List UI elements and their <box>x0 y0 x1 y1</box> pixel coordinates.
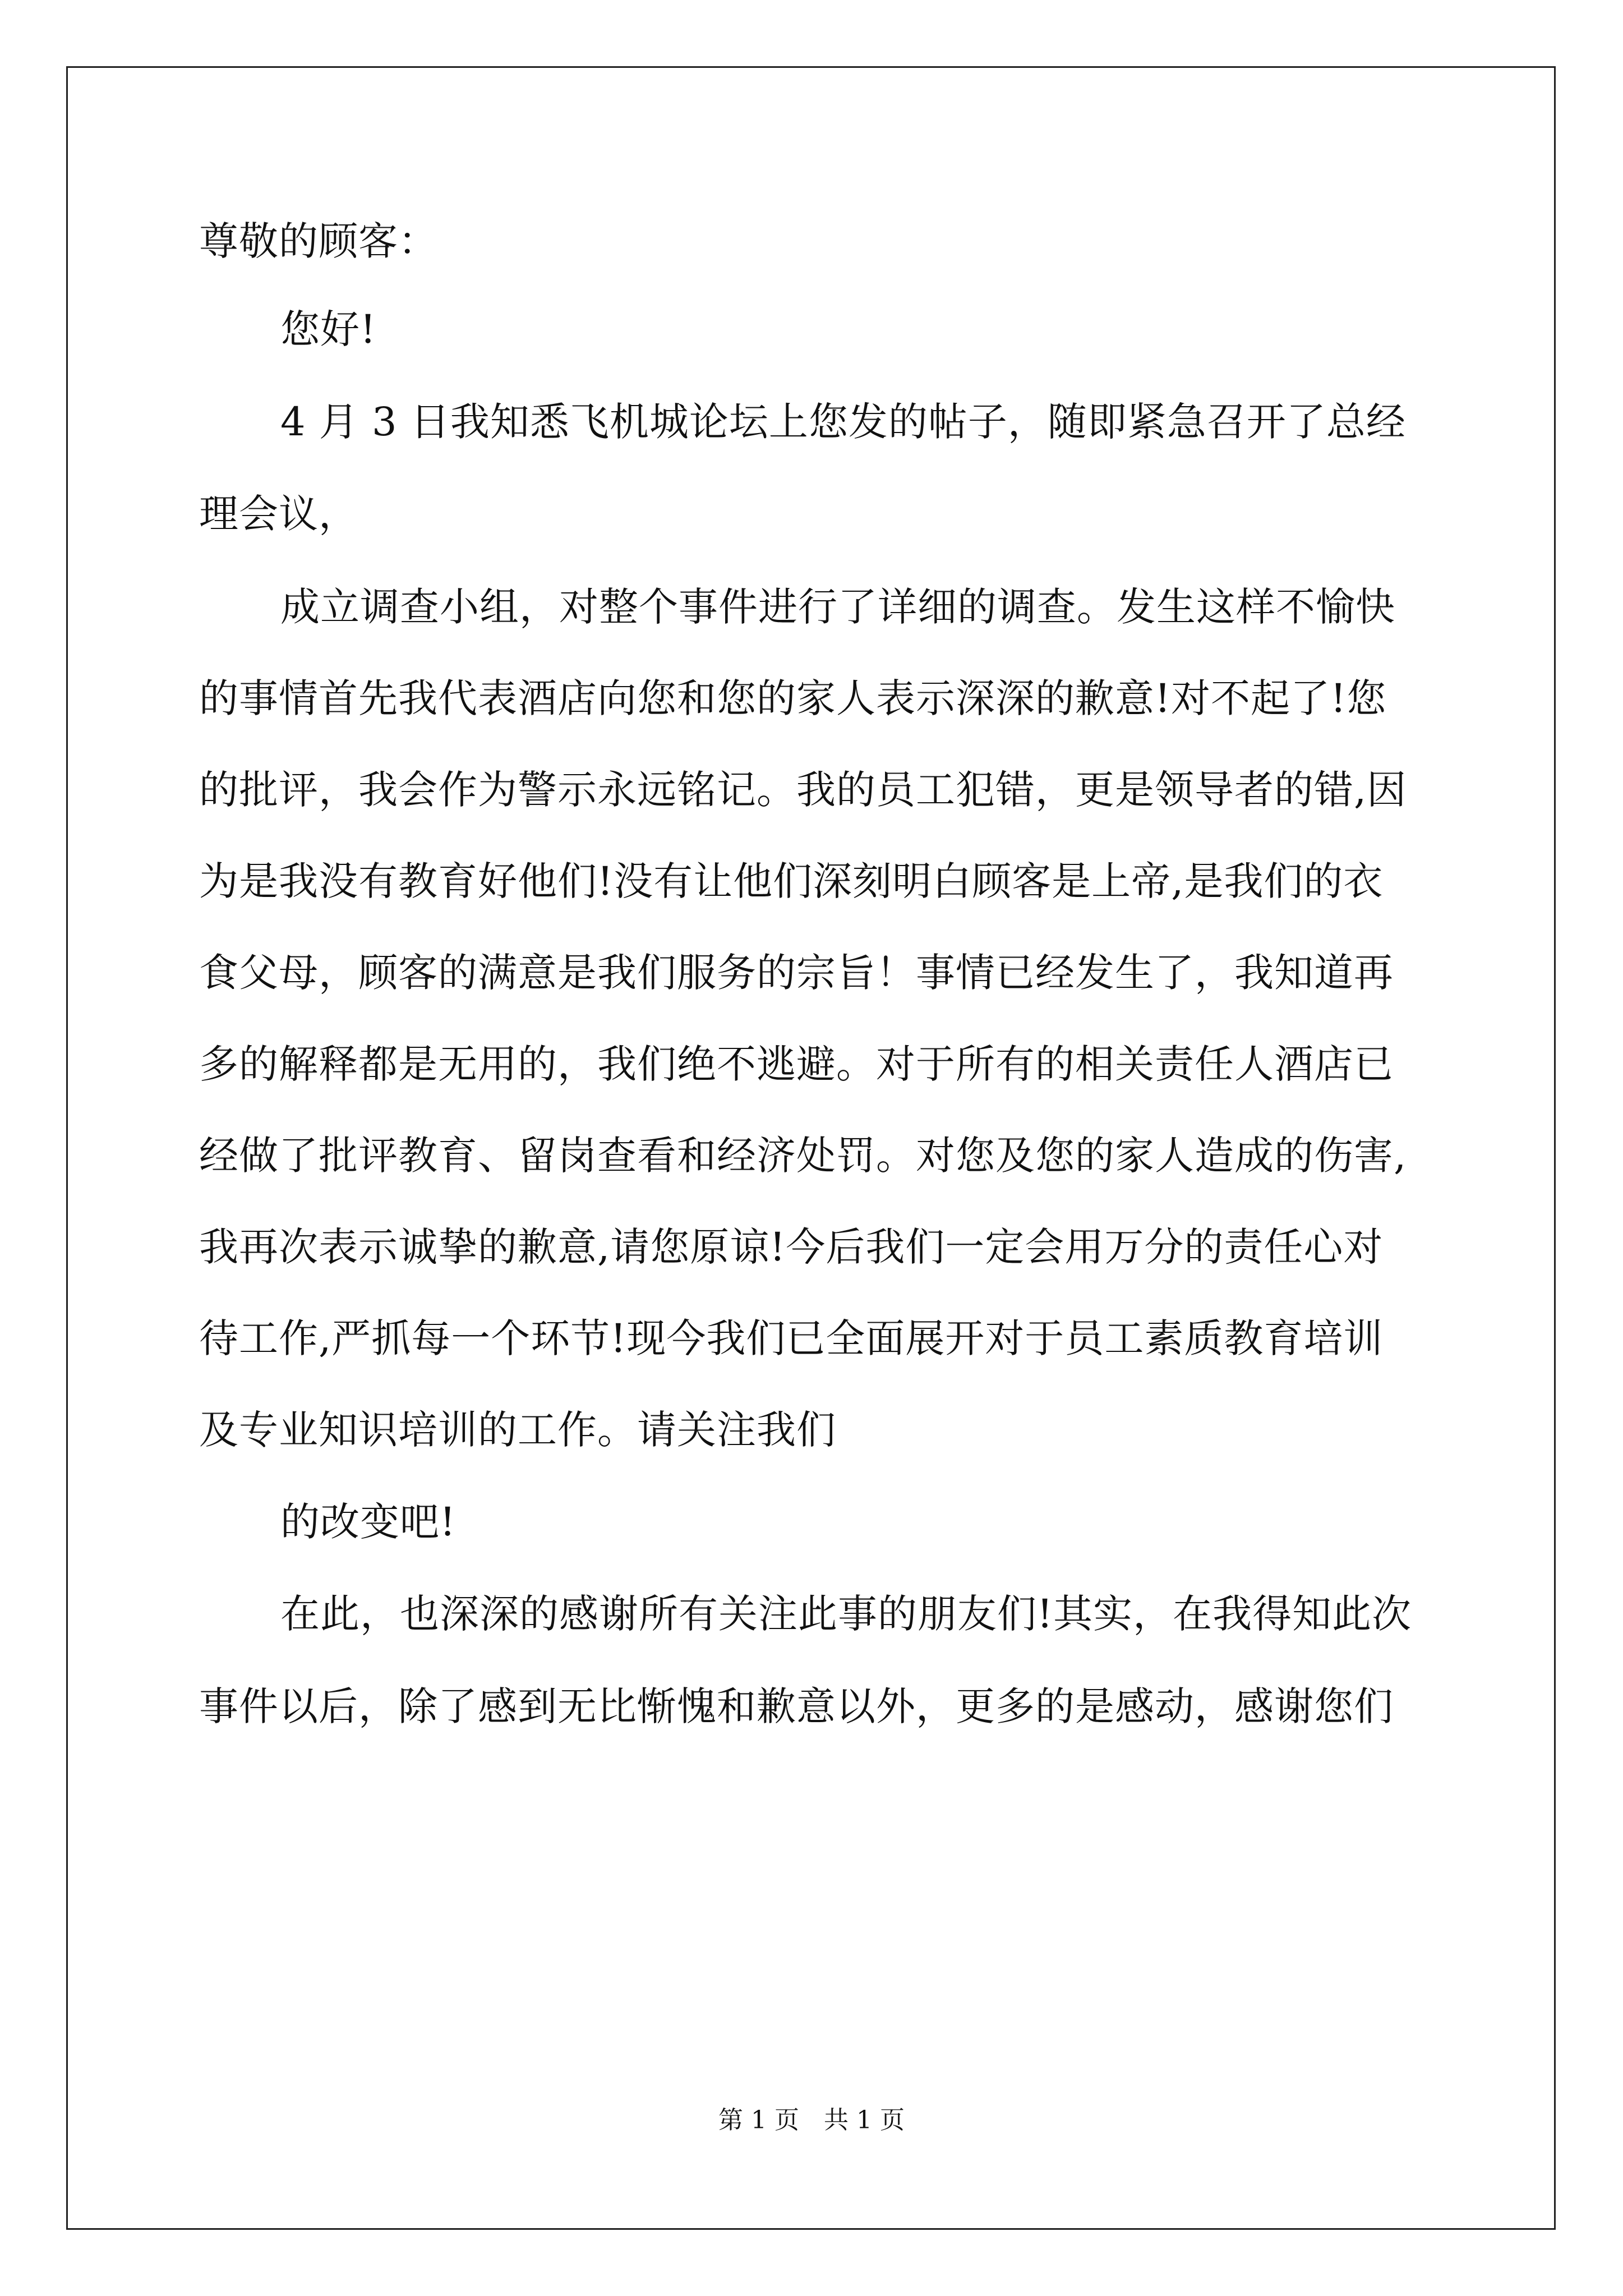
text-line: 理会议， <box>199 491 358 537</box>
text-line: 及专业知识培训的工作。请关注我们 <box>199 1407 836 1453</box>
text-line: 的事情首先我代表酒店向您和您的家人表示深深的歉意!对不起了!您 <box>199 675 1387 721</box>
page-footer: 第 1 页 共 1 页 <box>718 2106 905 2134</box>
text-line: 待工作,严抓每一个环节!现今我们已全面展开对于员工素质教育培训 <box>199 1315 1384 1361</box>
text-line: 4 月 3 日我知悉飞机城论坛上您发的帖子，随即紧急召开了总经 <box>280 399 1406 445</box>
text-line: 在此，也深深的感谢所有关注此事的朋友们!其实，在我得知此次 <box>280 1591 1412 1637</box>
text-line: 的批评，我会作为警示永远铭记。我的员工犯错，更是领导者的错,因 <box>199 767 1407 813</box>
text-line: 经做了批评教育、留岗查看和经济处罚。对您及您的家人造成的伤害, <box>199 1133 1407 1179</box>
salutation: 尊敬的顾客： <box>199 218 438 264</box>
text-line: 事件以后，除了感到无比惭愧和歉意以外，更多的是感动，感谢您们 <box>199 1683 1394 1729</box>
text-line: 我再次表示诚挚的歉意,请您原谅!今后我们一定会用万分的责任心对 <box>199 1224 1384 1270</box>
text-line: 多的解释都是无用的，我们绝不逃避。对于所有的相关责任人酒店已 <box>199 1041 1394 1087</box>
text-line: 的改变吧! <box>280 1499 457 1545</box>
text-line: 食父母，顾客的满意是我们服务的宗旨！事情已经发生了，我知道再 <box>199 950 1394 996</box>
greeting: 您好! <box>280 306 377 352</box>
text-line: 成立调查小组，对整个事件进行了详细的调查。发生这样不愉快 <box>280 584 1395 630</box>
text-line: 为是我没有教育好他们!没有让他们深刻明白顾客是上帝,是我们的衣 <box>199 858 1384 904</box>
